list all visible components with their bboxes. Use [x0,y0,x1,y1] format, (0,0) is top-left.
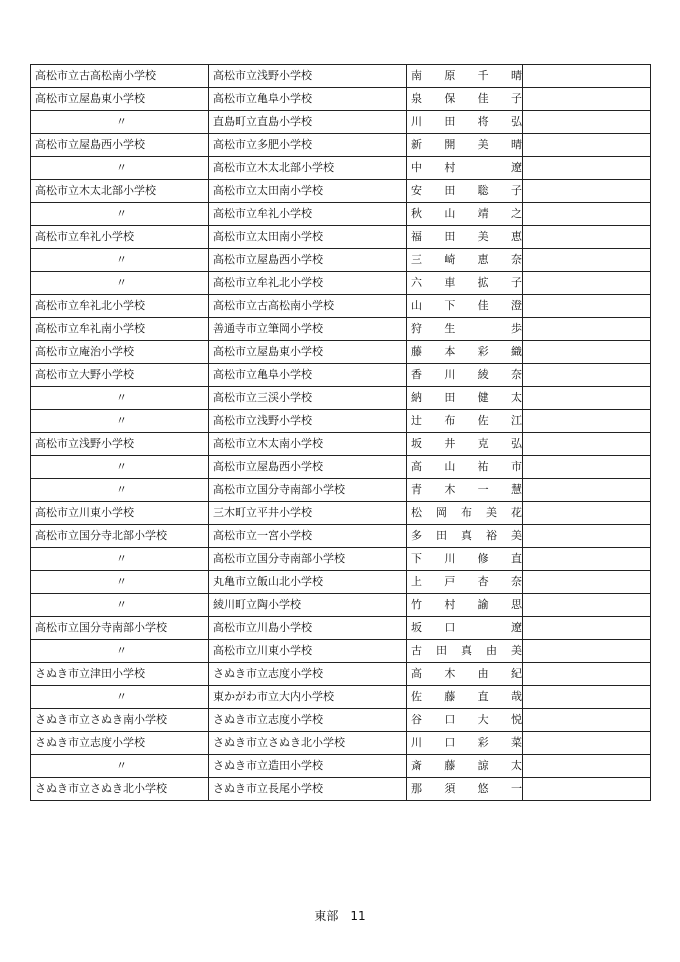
remarks-cell [523,65,651,88]
remarks-cell [523,732,651,755]
remarks-cell [523,295,651,318]
previous-school: 高松市立木太南小学校 [209,433,407,456]
table-row [31,433,651,456]
teacher-name-text: 那 須 悠 一 [411,782,522,795]
teacher-name [407,295,523,318]
assigned-school: さぬき市立津田小学校 [31,663,209,686]
remarks-cell [523,364,651,387]
assigned-school: さぬき市立さぬき南小学校 [31,709,209,732]
table-row [31,502,651,525]
teacher-name-text: 竹 村 諭 思 [411,598,522,611]
remarks-cell [523,318,651,341]
table-row [31,571,651,594]
remarks-cell [523,709,651,732]
previous-school: 高松市立太田南小学校 [209,180,407,203]
table-row [31,318,651,341]
previous-school: 高松市立屋島西小学校 [209,249,407,272]
page-footer: 東部 11 [314,909,366,923]
previous-school: 高松市立浅野小学校 [209,65,407,88]
assigned-school: 高松市立国分寺南部小学校 [31,617,209,640]
assigned-school: 〃 [31,755,209,778]
table-row [31,709,651,732]
teacher-name [407,640,523,663]
table-row [31,686,651,709]
table-row [31,272,651,295]
assigned-school: 〃 [31,571,209,594]
teacher-name [407,249,523,272]
table-row [31,249,651,272]
assigned-school: 〃 [31,594,209,617]
table-row [31,65,651,88]
teacher-name [407,456,523,479]
teacher-name [407,479,523,502]
remarks-cell [523,755,651,778]
teacher-name-text: 南 原 千 晴 [411,69,522,82]
remarks-cell [523,479,651,502]
assigned-school: 〃 [31,157,209,180]
teacher-name-text: 佐 藤 直 哉 [411,690,522,703]
teacher-name-text: 香 川 綾 奈 [411,368,522,381]
teacher-name [407,387,523,410]
teacher-name [407,410,523,433]
teacher-name [407,778,523,801]
previous-school: 高松市立川島小学校 [209,617,407,640]
assigned-school: 〃 [31,249,209,272]
table-row [31,134,651,157]
remarks-cell [523,111,651,134]
previous-school: さぬき市立志度小学校 [209,663,407,686]
personnel-table [30,64,651,801]
table-row [31,640,651,663]
teacher-name [407,180,523,203]
previous-school: 高松市立浅野小学校 [209,410,407,433]
teacher-name-text: 斎 藤 諒 太 [411,759,522,772]
teacher-name [407,364,523,387]
teacher-name [407,732,523,755]
teacher-name [407,594,523,617]
teacher-name-text: 泉 保 佳 子 [411,92,522,105]
remarks-cell [523,640,651,663]
assigned-school: 〃 [31,479,209,502]
teacher-name [407,617,523,640]
teacher-name [407,548,523,571]
teacher-name-text: 辻 布 佐 江 [411,414,522,427]
remarks-cell [523,778,651,801]
teacher-name-text: 安 田 聡 子 [411,184,522,197]
assigned-school: 高松市立川東小学校 [31,502,209,525]
teacher-name [407,111,523,134]
assigned-school: 高松市立屋島西小学校 [31,134,209,157]
teacher-name-text: 高 山 祐 市 [411,460,522,473]
assigned-school: 高松市立国分寺北部小学校 [31,525,209,548]
assigned-school: 高松市立大野小学校 [31,364,209,387]
teacher-name-text: 秋 山 靖 之 [411,207,522,220]
remarks-cell [523,226,651,249]
previous-school: 高松市立木太北部小学校 [209,157,407,180]
teacher-name-text: 古 田 真 由 美 [411,644,522,657]
table-row [31,364,651,387]
table-row [31,456,651,479]
assigned-school: 〃 [31,410,209,433]
previous-school: さぬき市立長尾小学校 [209,778,407,801]
teacher-name-text: 谷 口 大 悦 [411,713,522,726]
teacher-name [407,686,523,709]
assigned-school: 〃 [31,203,209,226]
remarks-cell [523,525,651,548]
assigned-school: 高松市立牟礼北小学校 [31,295,209,318]
table-body [31,65,651,801]
table-row [31,548,651,571]
table-row [31,203,651,226]
teacher-name-text: 高 木 由 紀 [411,667,522,680]
table-row [31,479,651,502]
teacher-name-text: 下 川 修 直 [411,552,522,565]
table-row [31,295,651,318]
teacher-name-text: 川 口 彩 菜 [411,736,522,749]
previous-school: 高松市立一宮小学校 [209,525,407,548]
table-row [31,387,651,410]
assigned-school: さぬき市立志度小学校 [31,732,209,755]
remarks-cell [523,203,651,226]
table-row [31,617,651,640]
remarks-cell [523,272,651,295]
teacher-name [407,134,523,157]
previous-school: 三木町立平井小学校 [209,502,407,525]
assigned-school: 高松市立牟礼南小学校 [31,318,209,341]
previous-school: 高松市立古高松南小学校 [209,295,407,318]
previous-school: 高松市立国分寺南部小学校 [209,479,407,502]
previous-school: 高松市立牟礼北小学校 [209,272,407,295]
teacher-name [407,203,523,226]
previous-school: 高松市立川東小学校 [209,640,407,663]
remarks-cell [523,571,651,594]
table-row [31,732,651,755]
remarks-cell [523,548,651,571]
teacher-name-text: 六 車 拡 子 [411,276,522,289]
table-row [31,111,651,134]
teacher-name-text: 福 田 美 恵 [411,230,522,243]
assigned-school: 高松市立木太北部小学校 [31,180,209,203]
teacher-name-text: 三 崎 恵 奈 [411,253,522,266]
teacher-name-text: 川 田 将 弘 [411,115,522,128]
remarks-cell [523,134,651,157]
previous-school: 高松市立三渓小学校 [209,387,407,410]
table-row [31,755,651,778]
previous-school: 高松市立牟礼小学校 [209,203,407,226]
teacher-name-text: 松 岡 布 美 花 [411,506,522,519]
teacher-name-text: 山 下 佳 澄 [411,299,522,312]
previous-school: さぬき市立造田小学校 [209,755,407,778]
teacher-name-text: 坂 井 克 弘 [411,437,522,450]
teacher-name [407,65,523,88]
teacher-name-text: 上 戸 杏 奈 [411,575,522,588]
table-row [31,410,651,433]
teacher-name [407,433,523,456]
assigned-school: 高松市立牟礼小学校 [31,226,209,249]
remarks-cell [523,88,651,111]
assigned-school: 高松市立屋島東小学校 [31,88,209,111]
remarks-cell [523,249,651,272]
remarks-cell [523,433,651,456]
remarks-cell [523,594,651,617]
teacher-name-text: 狩 生 歩 [411,322,522,335]
teacher-name [407,272,523,295]
remarks-cell [523,180,651,203]
teacher-name [407,318,523,341]
previous-school: 高松市立亀阜小学校 [209,88,407,111]
teacher-name-text: 藤 本 彩 織 [411,345,522,358]
remarks-cell [523,456,651,479]
remarks-cell [523,410,651,433]
previous-school: 善通寺市立筆岡小学校 [209,318,407,341]
table-row [31,594,651,617]
teacher-name-text: 多 田 真 裕 美 [411,529,522,542]
assigned-school: 〃 [31,640,209,663]
table-row [31,180,651,203]
teacher-name [407,226,523,249]
remarks-cell [523,617,651,640]
table-row [31,778,651,801]
assigned-school: 〃 [31,387,209,410]
teacher-name-text: 新 開 美 晴 [411,138,522,151]
table-row [31,88,651,111]
previous-school: 丸亀市立飯山北小学校 [209,571,407,594]
table-row [31,341,651,364]
table-row [31,525,651,548]
previous-school: 東かがわ市立大内小学校 [209,686,407,709]
teacher-name [407,157,523,180]
remarks-cell [523,663,651,686]
previous-school: 高松市立屋島西小学校 [209,456,407,479]
teacher-name-text: 青 木 一 慧 [411,483,522,496]
assigned-school: 高松市立古高松南小学校 [31,65,209,88]
table-row [31,226,651,249]
teacher-name [407,88,523,111]
teacher-name [407,571,523,594]
remarks-cell [523,686,651,709]
remarks-cell [523,387,651,410]
assigned-school: 〃 [31,272,209,295]
previous-school: さぬき市立さぬき北小学校 [209,732,407,755]
teacher-name [407,502,523,525]
remarks-cell [523,341,651,364]
remarks-cell [523,502,651,525]
remarks-cell [523,157,651,180]
assigned-school: 〃 [31,111,209,134]
teacher-name [407,525,523,548]
assigned-school: 高松市立浅野小学校 [31,433,209,456]
teacher-name [407,663,523,686]
previous-school: 高松市立屋島東小学校 [209,341,407,364]
previous-school: 高松市立亀阜小学校 [209,364,407,387]
previous-school: さぬき市立志度小学校 [209,709,407,732]
previous-school: 高松市立国分寺南部小学校 [209,548,407,571]
previous-school: 高松市立多肥小学校 [209,134,407,157]
previous-school: 直島町立直島小学校 [209,111,407,134]
table-row [31,157,651,180]
assigned-school: 〃 [31,686,209,709]
assigned-school: 〃 [31,456,209,479]
teacher-name [407,755,523,778]
teacher-name-text: 納 田 健 太 [411,391,522,404]
previous-school: 高松市立太田南小学校 [209,226,407,249]
teacher-name [407,709,523,732]
teacher-name-text: 中 村 遼 [411,161,522,174]
assigned-school: 高松市立庵治小学校 [31,341,209,364]
teacher-name-text: 坂 口 遼 [411,621,522,634]
previous-school: 綾川町立陶小学校 [209,594,407,617]
assigned-school: さぬき市立さぬき北小学校 [31,778,209,801]
teacher-name [407,341,523,364]
assigned-school: 〃 [31,548,209,571]
table-row [31,663,651,686]
